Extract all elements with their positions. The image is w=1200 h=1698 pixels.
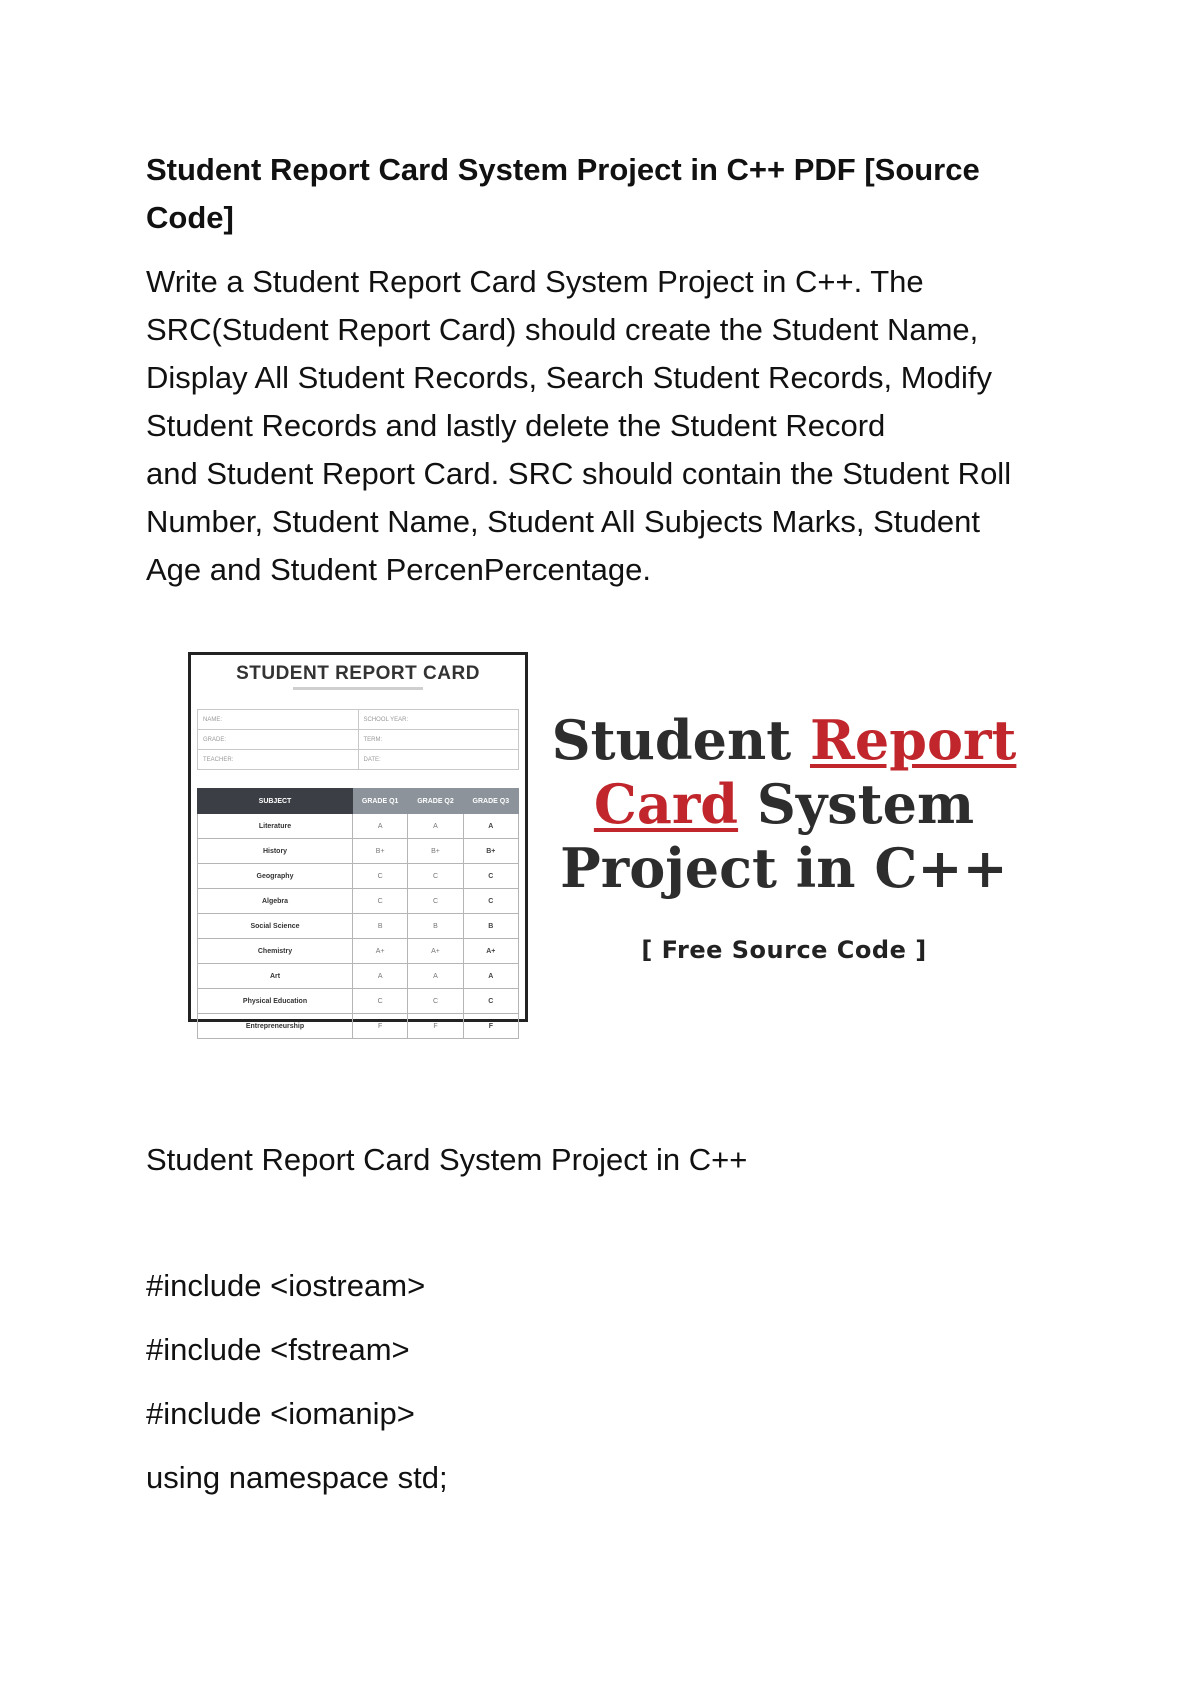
code-line: using namespace std;: [146, 1460, 448, 1495]
grade-cell: F: [408, 1014, 463, 1039]
grade-cell: A: [463, 814, 518, 839]
grade-cell: A: [408, 964, 463, 989]
grades-header-cell: GRADE Q3: [463, 789, 518, 814]
subject-cell: Literature: [198, 814, 353, 839]
info-cell: SCHOOL YEAR:: [358, 710, 519, 730]
report-card-title: STUDENT REPORT CARD: [236, 663, 480, 684]
grade-cell: C: [408, 989, 463, 1014]
subject-cell: Physical Education: [198, 989, 353, 1014]
subject-cell: Art: [198, 964, 353, 989]
info-row: [198, 750, 519, 770]
grade-cell: C: [463, 889, 518, 914]
intro-line: Student Records and lastly delete the Student Record: [146, 408, 886, 443]
intro-line: Write a Student Report Card System Project in C++. The: [146, 264, 924, 299]
table-row: [198, 839, 519, 864]
table-row: [198, 889, 519, 914]
headline-word: Student: [551, 708, 792, 772]
intro-line: and Student Report Card. SRC should contain the Student Roll: [146, 456, 1012, 491]
code-line: #include <iomanip>: [146, 1396, 415, 1431]
intro-line: Display All Student Records, Search Student Records, Modify: [146, 360, 993, 395]
report-card-subtitle-blur: [191, 687, 525, 692]
info-cell: GRADE:: [198, 730, 359, 750]
grade-cell: C: [353, 864, 408, 889]
grade-cell: C: [408, 889, 463, 914]
grade-cell: B+: [353, 839, 408, 864]
headline-line-2: [544, 772, 1024, 836]
intro-line: Age and Student PercenPercentage.: [146, 552, 651, 587]
grade-cell: C: [408, 864, 463, 889]
info-row: [198, 730, 519, 750]
grade-cell: A: [353, 964, 408, 989]
intro-line: SRC(Student Report Card) should create the Student Name,: [146, 312, 979, 347]
subject-cell: Chemistry: [198, 939, 353, 964]
section-heading: Student Report Card System Project in C++: [146, 1142, 748, 1177]
table-row: [198, 964, 519, 989]
table-row: [198, 939, 519, 964]
grades-header-row: [198, 789, 519, 814]
grade-cell: B: [353, 914, 408, 939]
grade-cell: C: [353, 889, 408, 914]
grade-cell: A+: [408, 939, 463, 964]
subject-cell: History: [198, 839, 353, 864]
report-card-grades-table: [197, 788, 519, 1039]
headline-line-3: Project in C++: [560, 836, 1008, 900]
grade-cell: F: [463, 1014, 518, 1039]
grade-cell: B+: [408, 839, 463, 864]
table-row: [198, 989, 519, 1014]
grades-header-cell: GRADE Q2: [408, 789, 463, 814]
table-row: [198, 914, 519, 939]
grade-cell: A: [408, 814, 463, 839]
grades-header-cell: GRADE Q1: [353, 789, 408, 814]
info-cell: TEACHER:: [198, 750, 359, 770]
banner-subline: [ Free Source Code ]: [641, 936, 927, 964]
subject-cell: Social Science: [198, 914, 353, 939]
headline-line-1: [544, 708, 1024, 772]
banner-headline: [544, 650, 1024, 1028]
grade-cell: A: [353, 814, 408, 839]
grade-cell: A+: [463, 939, 518, 964]
grade-cell: C: [463, 989, 518, 1014]
document-title: Student Report Card System Project in C++ PDF [Source Code]: [146, 152, 980, 235]
intro-line: Number, Student Name, Student All Subjects Marks, Student: [146, 504, 980, 539]
grade-cell: A: [463, 964, 518, 989]
grade-cell: C: [463, 864, 518, 889]
info-cell: NAME:: [198, 710, 359, 730]
grade-cell: F: [353, 1014, 408, 1039]
grades-header-cell: SUBJECT: [198, 789, 353, 814]
subject-cell: Algebra: [198, 889, 353, 914]
grade-cell: A+: [353, 939, 408, 964]
grade-cell: C: [353, 989, 408, 1014]
headline-accent-word: Report: [809, 708, 1017, 772]
info-cell: TERM:: [358, 730, 519, 750]
table-row: [198, 1014, 519, 1039]
banner-image: [186, 650, 1036, 1028]
headline-word: System: [756, 772, 975, 836]
headline-accent-word: Card: [593, 772, 739, 836]
report-card-info-table: [197, 709, 519, 770]
grade-cell: B+: [463, 839, 518, 864]
subject-cell: Geography: [198, 864, 353, 889]
code-block: [146, 1262, 448, 1518]
code-line: #include <iostream>: [146, 1268, 426, 1303]
info-cell: DATE:: [358, 750, 519, 770]
grade-cell: B: [463, 914, 518, 939]
grade-cell: B: [408, 914, 463, 939]
report-card-thumbnail: [188, 652, 528, 1030]
table-row: [198, 864, 519, 889]
info-row: [198, 710, 519, 730]
table-row: [198, 814, 519, 839]
intro-paragraph: [146, 258, 1086, 594]
subject-cell: Entrepreneurship: [198, 1014, 353, 1039]
code-line: #include <fstream>: [146, 1332, 410, 1367]
